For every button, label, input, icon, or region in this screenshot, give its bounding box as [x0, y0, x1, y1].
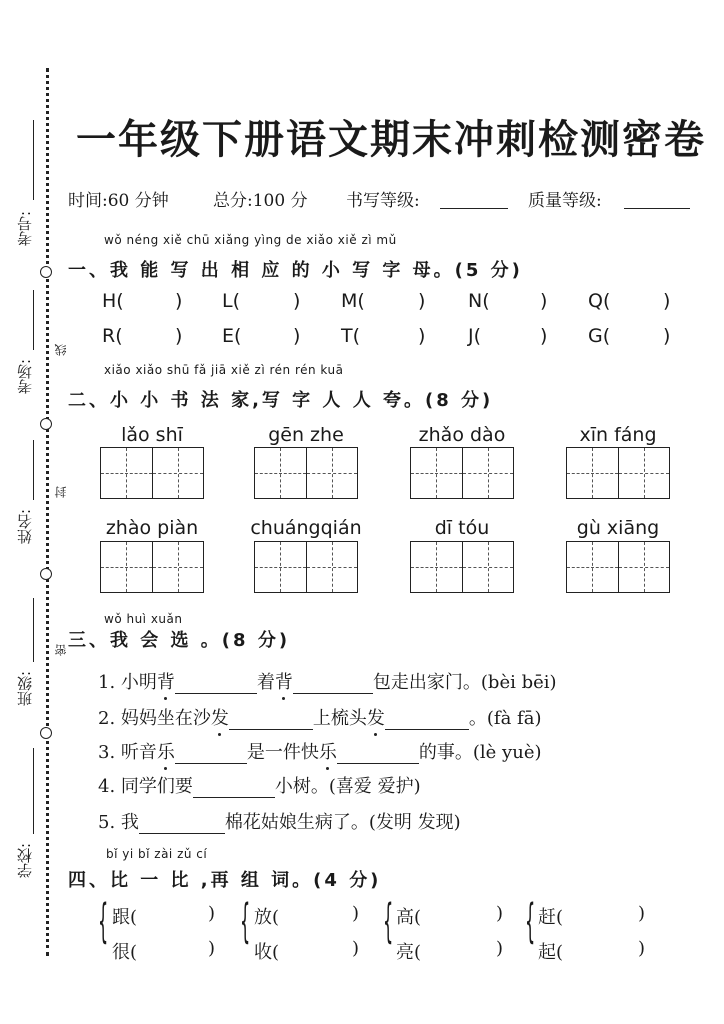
grid-pinyin: zhào piàn	[105, 517, 199, 539]
compare-char: 很(	[112, 942, 138, 963]
compare-char: 收(	[254, 942, 280, 963]
compare-close: )	[208, 938, 216, 959]
letter-item: E(	[222, 325, 242, 347]
q3-dotted-char: 乐	[157, 738, 175, 764]
question-5	[98, 808, 461, 834]
letter-item: J(	[468, 325, 482, 347]
q3-text: 3. 听音	[98, 742, 157, 763]
section2-pinyin: xiǎo xiǎo shū fǎ jiā xiě zì rén rén kuā	[104, 363, 344, 377]
q1-dotted-char: 背	[157, 668, 175, 694]
section4-title: 四、比 一 比 ,再 组 词。(4 分)	[68, 870, 382, 891]
q2-text-2: 上梳头	[312, 708, 367, 729]
letter-close: )	[663, 325, 671, 347]
question-2	[98, 704, 541, 730]
binding-mark-line: 线	[54, 344, 68, 356]
compare-char: 赶(	[538, 907, 564, 928]
exam-number-line	[33, 120, 34, 200]
q2-blank-1[interactable]	[229, 711, 313, 730]
letter-item: G(	[588, 325, 611, 347]
binding-circle	[40, 727, 52, 739]
brace-icon: {	[525, 894, 536, 948]
writing-grid[interactable]	[566, 541, 670, 593]
grid-pinyin: xīn fáng	[579, 424, 657, 446]
letter-item: Q(	[588, 290, 611, 312]
letter-close: )	[540, 290, 548, 312]
compare-close: )	[208, 903, 216, 924]
q1-blank-2[interactable]	[293, 675, 373, 694]
grid-pinyin: gù xiāng	[576, 517, 660, 539]
q2-dotted-char: 发	[211, 704, 229, 730]
writing-grid[interactable]	[566, 447, 670, 499]
grid-pinyin: gēn zhe	[268, 424, 344, 446]
q3-text-3: 的事。	[418, 742, 473, 763]
section4-pinyin: bǐ yi bǐ zài zǔ cí	[106, 847, 208, 861]
writing-grid[interactable]	[254, 447, 358, 499]
writing-grid[interactable]	[254, 541, 358, 593]
compare-char: 亮(	[396, 942, 422, 963]
question-3	[98, 738, 542, 764]
name-line	[33, 440, 34, 500]
quality-grade-label: 质量等级:	[528, 191, 602, 211]
school-line	[33, 748, 34, 834]
q2-dotted-char-2: 发	[367, 704, 385, 730]
page-title: 一年级下册语文期末冲刺检测密卷	[76, 116, 706, 163]
q2-text-3: 。	[468, 708, 487, 729]
section1-title: 一、我 能 写 出 相 应 的 小 写 字 母。(5 分)	[68, 260, 523, 281]
compare-char: 高(	[396, 907, 422, 928]
writing-grade-label: 书写等级:	[346, 191, 420, 211]
compare-close: )	[352, 938, 360, 959]
class-label: 班级:	[16, 670, 34, 706]
letter-item: H(	[102, 290, 124, 312]
letter-item: N(	[468, 290, 490, 312]
q4-blank[interactable]	[193, 779, 275, 798]
writing-grid[interactable]	[100, 541, 204, 593]
name-label: 姓名:	[16, 508, 34, 544]
binding-circle	[40, 266, 52, 278]
compare-char: 起(	[538, 942, 564, 963]
q2-hint: (fà fā)	[486, 708, 542, 729]
q2-text: 2. 妈妈坐在沙	[98, 708, 211, 729]
compare-close: )	[638, 938, 646, 959]
q3-hint: (lè yuè)	[472, 742, 542, 763]
q1-text-2: 着	[256, 672, 275, 693]
binding-mark-secret: 密	[54, 644, 68, 656]
letter-close: )	[175, 325, 183, 347]
letter-close: )	[540, 325, 548, 347]
q1-dotted-char-2: 背	[275, 668, 293, 694]
letter-item: L(	[222, 290, 240, 312]
grid-pinyin: zhǎo dào	[418, 424, 506, 446]
compare-char: 放(	[254, 907, 280, 928]
q3-dotted-char-2: 乐	[319, 738, 337, 764]
class-line	[33, 598, 34, 662]
letter-close: )	[293, 325, 301, 347]
writing-grade-blank[interactable]	[440, 192, 508, 209]
q3-blank-1[interactable]	[175, 745, 247, 764]
writing-grid[interactable]	[100, 447, 204, 499]
letter-close: )	[175, 290, 183, 312]
q4-text-2: 小树。	[274, 776, 329, 797]
section3-pinyin: wǒ huì xuǎn	[104, 612, 183, 626]
grid-pinyin: lǎo shī	[121, 424, 183, 446]
q1-hint: (bèi bēi)	[480, 672, 557, 693]
q5-hint: (发明 发现)	[368, 812, 461, 833]
grid-pinyin: dī tóu	[434, 517, 490, 539]
q1-text: 1. 小明	[98, 672, 157, 693]
q1-blank-1[interactable]	[175, 675, 257, 694]
brace-icon: {	[240, 894, 251, 948]
letter-close: )	[293, 290, 301, 312]
quality-grade-blank[interactable]	[624, 192, 690, 209]
exam-room-line	[33, 290, 34, 350]
q4-text: 4. 同学们要	[98, 776, 193, 797]
binding-circle	[40, 568, 52, 580]
binding-dotted-line	[46, 68, 49, 956]
compare-close: )	[496, 938, 504, 959]
letter-item: M(	[341, 290, 365, 312]
letter-item: T(	[341, 325, 361, 347]
grid-pinyin: chuángqián	[250, 517, 362, 539]
letter-close: )	[418, 290, 426, 312]
compare-close: )	[352, 903, 360, 924]
writing-grid[interactable]	[410, 447, 514, 499]
time-info: 时间:60 分钟	[68, 191, 169, 211]
section2-title: 二、小 小 书 法 家,写 字 人 人 夸。(8 分)	[68, 390, 494, 411]
exam-room-label: 考场:	[16, 358, 34, 394]
section3-title: 三、我 会 选 。(8 分)	[68, 630, 291, 651]
q1-text-3: 包走出家门。	[372, 672, 481, 693]
q5-text-2: 棉花姑娘生病了。	[224, 812, 369, 833]
q2-blank-2[interactable]	[385, 711, 469, 730]
brace-icon: {	[98, 894, 109, 948]
writing-grid[interactable]	[410, 541, 514, 593]
q5-text: 5. 我	[98, 812, 139, 833]
q5-blank[interactable]	[139, 815, 225, 834]
section1-pinyin: wǒ néng xiě chū xiǎng yìng de xiǎo xiě zì mǔ	[104, 233, 397, 247]
letter-item: R(	[102, 325, 123, 347]
compare-char: 跟(	[112, 907, 138, 928]
letter-close: )	[663, 290, 671, 312]
q3-blank-2[interactable]	[337, 745, 419, 764]
letter-close: )	[418, 325, 426, 347]
question-4	[98, 772, 421, 798]
brace-icon: {	[383, 894, 394, 948]
exam-number-label: 考号:	[16, 210, 34, 246]
binding-mark-seal: 封	[54, 486, 68, 498]
score-info: 总分:100 分	[213, 191, 308, 211]
compare-close: )	[496, 903, 504, 924]
school-label: 学校:	[16, 842, 34, 878]
compare-close: )	[638, 903, 646, 924]
q4-hint: (喜爱 爱护)	[328, 776, 421, 797]
q3-text-2: 是一件快	[246, 742, 319, 763]
question-1	[98, 668, 557, 694]
binding-circle	[40, 418, 52, 430]
